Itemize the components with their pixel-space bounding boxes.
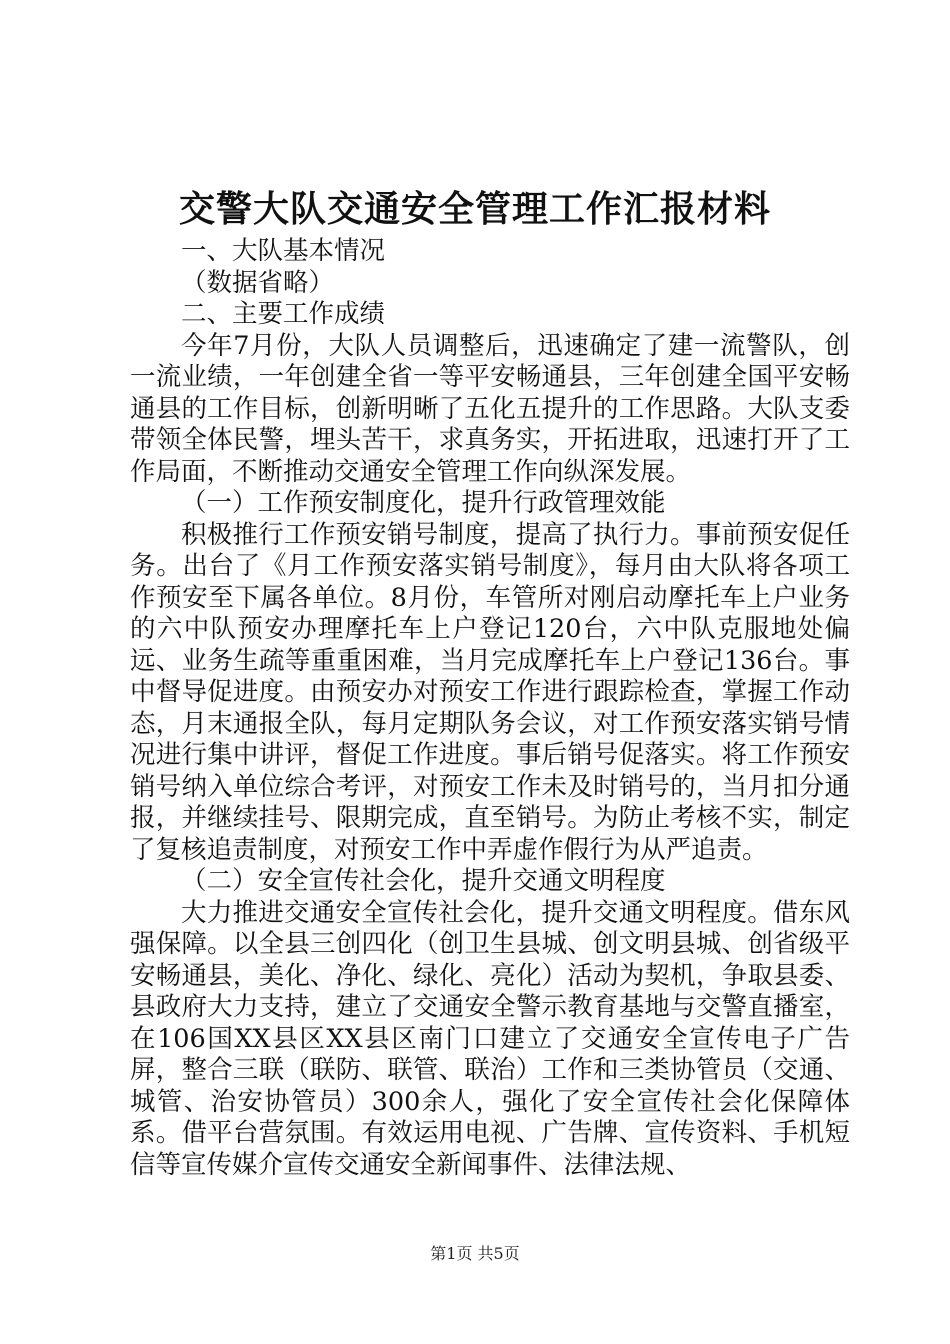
section-heading-achievements: 二、主要工作成绩 [181,299,386,329]
document-body [130,236,850,1181]
page-number-footer: 第1页 共5页 [430,1244,520,1263]
subheading-work-planning: （一）工作预安制度化，提升行政管理效能 [181,488,666,518]
paragraph-safety-publicity: 大力推进交通安全宣传社会化，提升交通文明程度。借东风强保障。以全县三创四化（创卫生县城、创文明县城、创省级平安畅通县，美化、净化、绿化、亮化）活动为契机，争取县委、县政府大力支持，建立了交通安全警示教育基地与交警直播室，在106国XX县区XX县区南门口建立了交通安全宣传电子广告屏，整合三联（联防、联管、联治）工作和三类协管员（交通、城管、治安协管员）300余人，强化了安全宣传社会化保障体系。借平台营氛围。有效运用电视、广告牌、宣传资料、手机短信等宣传媒介宣传交通安全新闻事件、法律法规、 [130,897,850,1180]
subheading-safety-publicity: （二）安全宣传社会化，提升交通文明程度 [181,866,666,896]
data-omitted-note: （数据省略） [181,267,335,298]
document-title: 交警大队交通安全管理工作汇报材料 [178,188,771,230]
section-heading-basic-info: 一、大队基本情况 [181,236,386,266]
paragraph-work-planning: 积极推行工作预安销号制度，提高了执行力。事前预安促任务。出台了《月工作预安落实销号制度》，每月由大队将各项工作预安至下属各单位。8月份，车管所对刚启动摩托车上户业务的六中队预安办理摩托车上户登记120台，六中队克服地处偏远、业务生疏等重重困难，当月完成摩托车上户登记136台。事中督导促进度。由预安办对预安工作进行跟踪检查，掌握工作动态，月末通报全队，每月定期队务会议，对工作预安落实销号情况进行集中讲评，督促工作进度。事后销号促落实。将工作预安销号纳入单位综合考评，对预安工作未及时销号的，当月扣分通报，并继续挂号、限期完成，直至销号。为防止考核不实，制定了复核追责制度，对预安工作中弄虚作假行为从严追责。 [130,519,850,865]
paragraph-intro: 今年7月份，大队人员调整后，迅速确定了建一流警队，创一流业绩，一年创建全省一等平安畅通县，三年创建全国平安畅通县的工作目标，创新明晰了五化五提升的工作思路。大队支委带领全体民警，埋头苦干，求真务实，开拓进取，迅速打开了工作局面，不断推动交通安全管理工作向纵深发展。 [130,330,850,487]
